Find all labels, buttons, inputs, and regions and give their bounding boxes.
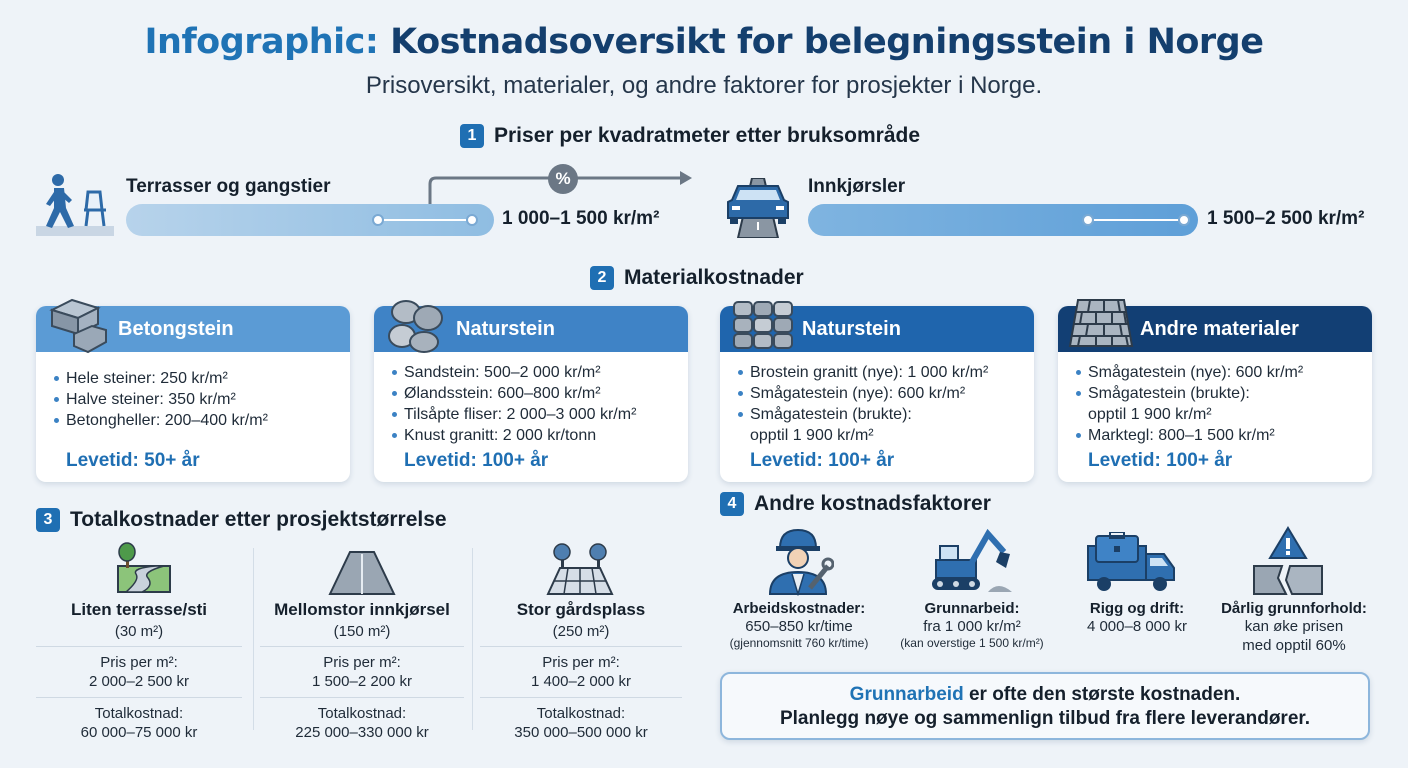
section4-title: Andre kostnadsfaktorer [754, 492, 991, 515]
column-divider [472, 548, 473, 730]
card-list [36, 352, 350, 431]
list-item: opptil 1 900 kr/m² [750, 427, 874, 444]
total-label: Totalkostnad: [94, 705, 184, 722]
factor-poor-ground [1212, 600, 1376, 655]
title-main: Kostnadsoversikt for belegningsstein i Norge [390, 22, 1264, 62]
brick-pavement-icon [1068, 298, 1134, 353]
list-item: Betongheller: 200–400 kr/m² [54, 410, 332, 431]
cobblestone-icon [732, 298, 794, 359]
factor-line: kan øke prisen [1244, 618, 1344, 635]
project-size: (30 m²) [114, 623, 164, 640]
section3-number: 3 [36, 508, 60, 532]
project-price-row [480, 646, 682, 691]
project-name: Stor gårdsplass [516, 600, 646, 619]
car-road-icon [718, 178, 798, 243]
courtyard-icon [546, 540, 614, 601]
card-list [374, 352, 688, 446]
factor-note: (kan overstige 1 500 kr/m²) [900, 636, 1044, 650]
total-label: Totalkostnad: [317, 705, 407, 722]
person-walking-chair-icon [36, 170, 116, 245]
project-price-row [260, 646, 464, 691]
price-value: 2 000–2 500 kr [88, 673, 190, 690]
percent-badge: % [548, 164, 578, 194]
project-small [36, 600, 242, 742]
section4-heading [720, 492, 991, 516]
project-total-row [36, 697, 242, 742]
lifetime-label: Levetid: 100+ år [404, 450, 549, 471]
price-label: Pris per m²: [100, 654, 178, 671]
price-value: 1 400–2 000 kr [530, 673, 632, 690]
section2-number: 2 [590, 266, 614, 290]
project-size: (150 m²) [333, 623, 391, 640]
use-label-driveway: Innkjørsler [808, 176, 906, 197]
section2-heading [590, 266, 804, 290]
lifetime-label: Levetid: 100+ år [750, 450, 895, 471]
warning-ground-icon [1252, 526, 1324, 601]
total-value: 350 000–500 000 kr [514, 724, 648, 741]
card-list [720, 352, 1034, 446]
excavator-icon [928, 526, 1014, 599]
factor-title: Dårlig grunnforhold: [1221, 600, 1367, 617]
factor-title: Arbeidskostnader: [732, 600, 866, 617]
section1-number: 1 [460, 124, 484, 148]
factor-title: Rigg og drift: [1089, 600, 1185, 617]
callout-note [720, 672, 1370, 740]
list-item: Smågatestein (nye): 600 kr/m² [1076, 362, 1354, 383]
column-divider [253, 548, 254, 730]
page-subtitle: Prisoversikt, materialer, og andre faktorer for prosjekter i Norge. [365, 72, 1043, 99]
section3-title: Totalkostnader etter prosjektstørrelse [70, 508, 447, 531]
note-line1 [722, 683, 1368, 707]
driveway-icon [328, 550, 396, 601]
card-list [1058, 352, 1372, 446]
list-item: opptil 1 900 kr/m² [1088, 406, 1212, 423]
lifetime-label: Levetid: 100+ år [1088, 450, 1233, 471]
card-title: Naturstein [456, 318, 555, 340]
list-item: Smågatestein (brukte): [1076, 383, 1354, 404]
price-terrace: 1 000–1 500 kr/m² [502, 208, 660, 229]
price-bar-driveway [808, 204, 1198, 236]
page-title [0, 22, 1408, 62]
lifetime-label: Levetid: 50+ år [66, 450, 200, 471]
section3-heading [36, 508, 447, 532]
project-total-row [480, 697, 682, 742]
price-label: Pris per m²: [323, 654, 401, 671]
section1-heading [460, 124, 920, 148]
section4-number: 4 [720, 492, 744, 516]
price-value: 1 500–2 200 kr [311, 673, 413, 690]
project-large [480, 600, 682, 742]
list-item: Smågatestein (nye): 600 kr/m² [738, 383, 1016, 404]
list-item: Brostein granitt (nye): 1 000 kr/m² [738, 362, 1016, 383]
factor-line: med opptil 60% [1242, 637, 1346, 654]
concrete-block-icon [48, 296, 110, 359]
use-label-terrace: Terrasser og gangstier [126, 176, 331, 197]
section2-title: Materialkostnader [624, 266, 804, 289]
factor-groundwork [888, 600, 1056, 650]
factor-title: Grunnarbeid: [924, 600, 1020, 617]
factor-note: (gjennomsnitt 760 kr/time) [729, 636, 869, 650]
price-label: Pris per m²: [542, 654, 620, 671]
truck-toolbox-icon [1086, 532, 1178, 599]
factor-line: 650–850 kr/time [745, 618, 853, 635]
list-item: Smågatestein (brukte): [738, 404, 1016, 425]
list-item: Knust granitt: 2 000 kr/tonn [392, 425, 670, 446]
factor-labor [712, 600, 886, 650]
list-item: Hele steiner: 250 kr/m² [54, 368, 332, 389]
natural-stones-icon [386, 296, 448, 359]
project-name: Liten terrasse/sti [70, 600, 208, 619]
total-label: Totalkostnad: [536, 705, 626, 722]
list-item: Ølandsstein: 600–800 kr/m² [392, 383, 670, 404]
worker-icon [764, 526, 834, 601]
list-item: Sandstein: 500–2 000 kr/m² [392, 362, 670, 383]
project-name: Mellomstor innkjørsel [274, 600, 450, 619]
note-line1-rest: er ofte den største kostnaden. [963, 684, 1241, 705]
project-total-row [260, 697, 464, 742]
project-medium [260, 600, 464, 742]
factor-line: 4 000–8 000 kr [1086, 618, 1188, 635]
note-line2: Planlegg nøye og sammenlign tilbud fra flere leverandører. [779, 708, 1311, 729]
project-price-row [36, 646, 242, 691]
factor-line: fra 1 000 kr/m² [923, 618, 1021, 635]
list-item: Tilsåpte fliser: 2 000–3 000 kr/m² [392, 404, 670, 425]
total-value: 225 000–330 000 kr [295, 724, 429, 741]
list-item: Marktegl: 800–1 500 kr/m² [1076, 425, 1354, 446]
note-highlight: Grunnarbeid [849, 684, 964, 705]
total-value: 60 000–75 000 kr [80, 724, 198, 741]
card-title: Betongstein [118, 318, 234, 340]
card-title: Andre materialer [1140, 318, 1299, 340]
list-item: Halve steiner: 350 kr/m² [54, 389, 332, 410]
title-prefix: Infographic: [144, 22, 379, 62]
card-title: Naturstein [802, 318, 901, 340]
garden-path-icon [116, 542, 172, 599]
factor-rigging [1064, 600, 1210, 636]
project-size: (250 m²) [552, 623, 610, 640]
price-driveway: 1 500–2 500 kr/m² [1207, 208, 1365, 229]
section1-title: Priser per kvadratmeter etter bruksområde [494, 124, 921, 147]
